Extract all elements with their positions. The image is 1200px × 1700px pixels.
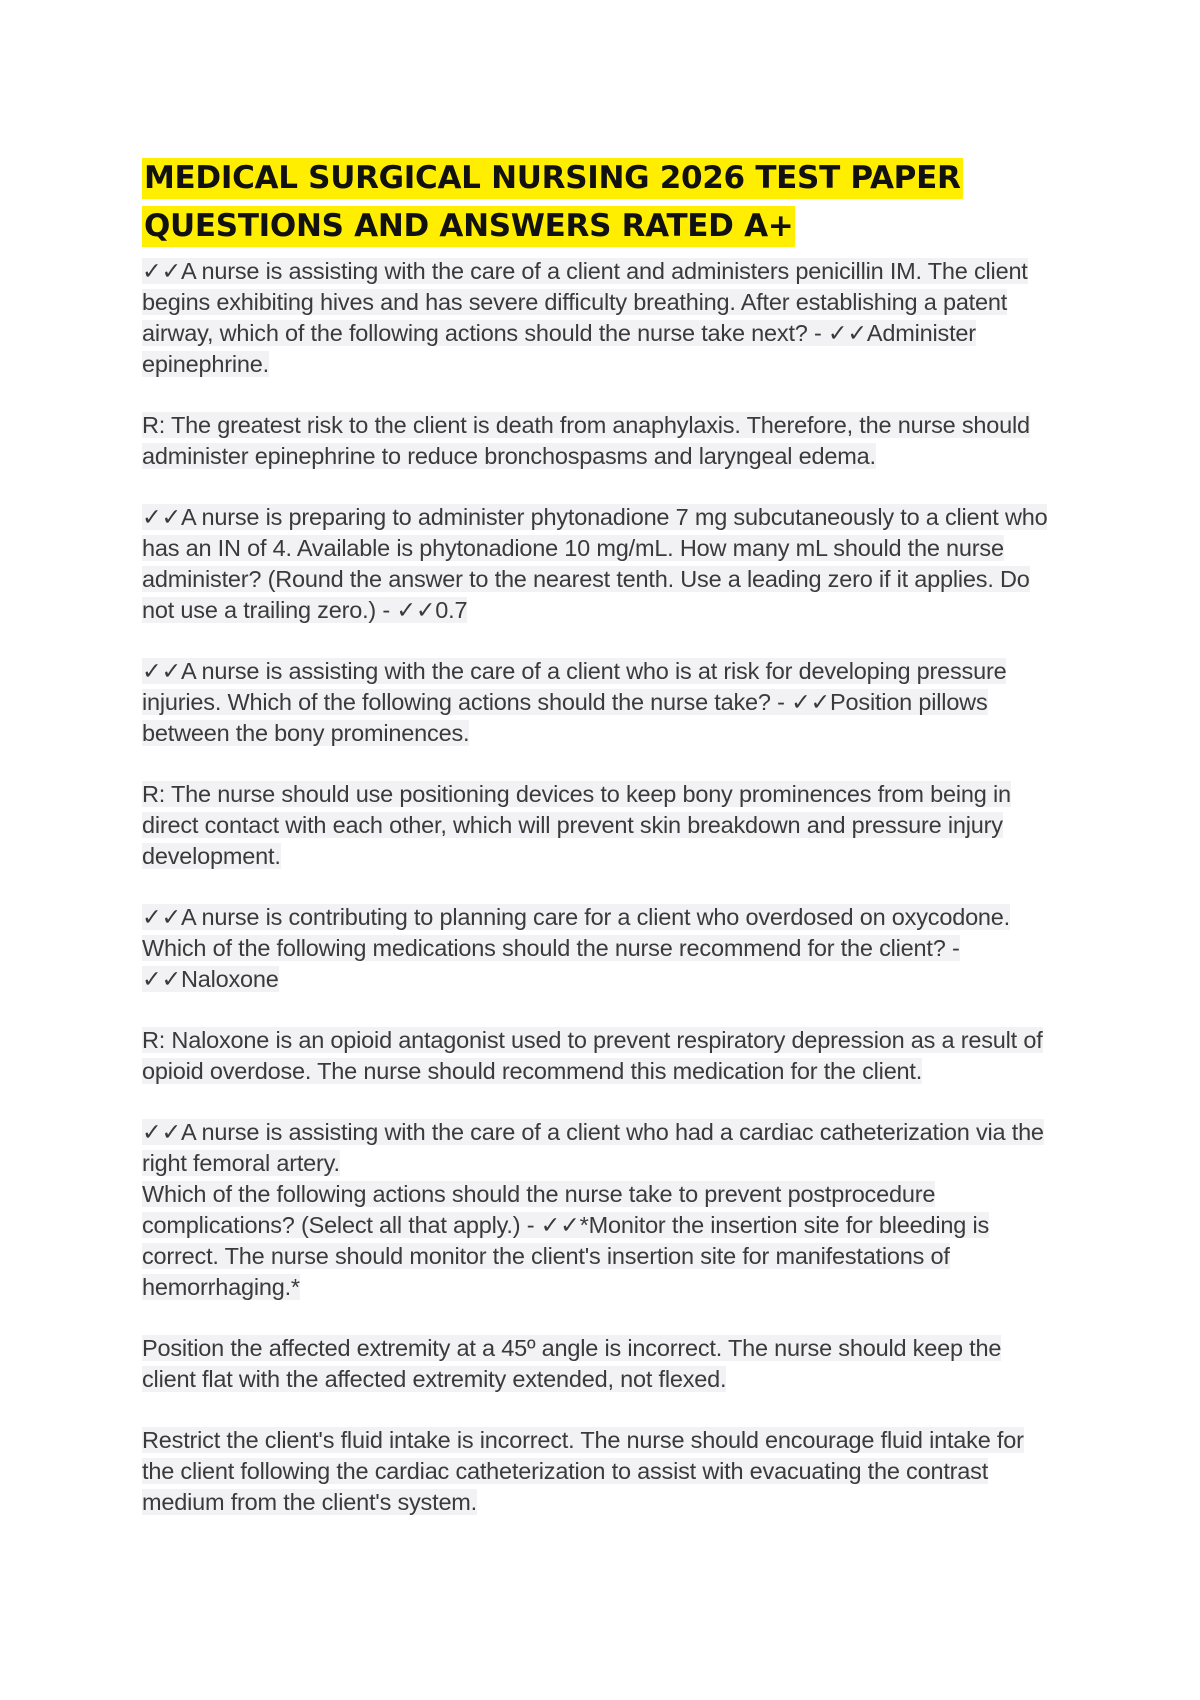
title-line-2: QUESTIONS AND ANSWERS RATED A+ (142, 206, 795, 247)
question-5 (142, 1179, 1057, 1303)
question-1-text: ✓✓A nurse is assisting with the care of a client and administers penicillin IM. The client begins exhibiting hives and has severe difficulty breathing. After establishing a patent airway, which of the following actions should the nurse take next? - ✓✓Administer epinephrine. (142, 258, 1028, 377)
question-4 (142, 902, 1057, 995)
rationale-4 (142, 1025, 1057, 1087)
rationale-3-text: R: The nurse should use positioning devices to keep bony prominences from being in direct contact with each other, which will prevent skin breakdown and pressure injury development. (142, 781, 1011, 869)
title-line-1: MEDICAL SURGICAL NURSING 2026 TEST PAPER (142, 158, 963, 199)
question-3 (142, 656, 1057, 749)
rationale-1 (142, 410, 1057, 472)
question-2 (142, 502, 1057, 626)
question-5-text: Which of the following actions should the nurse take to prevent postprocedure complications? (Select all that apply.) - ✓✓*Monitor the insertion site for bleeding is correct. The nurse should monitor the client's insertion site for manifestations of hemorrhaging.* (142, 1181, 990, 1300)
question-5-stem (142, 1117, 1057, 1179)
question-5-stem-text: ✓✓A nurse is assisting with the care of a client who had a cardiac catheterization via the right femoral artery. (142, 1119, 1044, 1176)
question-1 (142, 256, 1057, 380)
document-content (142, 154, 1057, 1548)
rationale-5-option-2 (142, 1333, 1057, 1395)
question-4-text: ✓✓A nurse is contributing to planning care for a client who overdosed on oxycodone. Which of the following medications should the nurse recommend for the client? - ✓✓Naloxone (142, 904, 1011, 992)
question-3-text: ✓✓A nurse is assisting with the care of a client who is at risk for developing pressure injuries. Which of the following actions should the nurse take? - ✓✓Position pillows between the bony prominences. (142, 658, 1007, 746)
question-2-text: ✓✓A nurse is preparing to administer phytonadione 7 mg subcutaneously to a client who has an IN of 4. Available is phytonadione 10 mg/mL. How many mL should the nurse administer? (Round the answer to the nearest tenth. Use a leading zero if it applies. Do not use a trailing zero.) - ✓✓0.7 (142, 504, 1048, 623)
rationale-1-text: R: The greatest risk to the client is death from anaphylaxis. Therefore, the nurse should administer epinephrine to reduce bronchospasms and laryngeal edema. (142, 412, 1030, 469)
rationale-3 (142, 779, 1057, 872)
document-title (142, 154, 1057, 250)
rationale-5-option-3 (142, 1425, 1057, 1518)
rationale-5-option-3-text: Restrict the client's fluid intake is incorrect. The nurse should encourage fluid intake for the client following the cardiac catheterization to assist with evacuating the contrast medium from the client's system. (142, 1427, 1024, 1515)
rationale-4-text: R: Naloxone is an opioid antagonist used to prevent respiratory depression as a result of opioid overdose. The nurse should recommend this medication for the client. (142, 1027, 1043, 1084)
rationale-5-option-2-text: Position the affected extremity at a 45º angle is incorrect. The nurse should keep the client flat with the affected extremity extended, not flexed. (142, 1335, 1002, 1392)
